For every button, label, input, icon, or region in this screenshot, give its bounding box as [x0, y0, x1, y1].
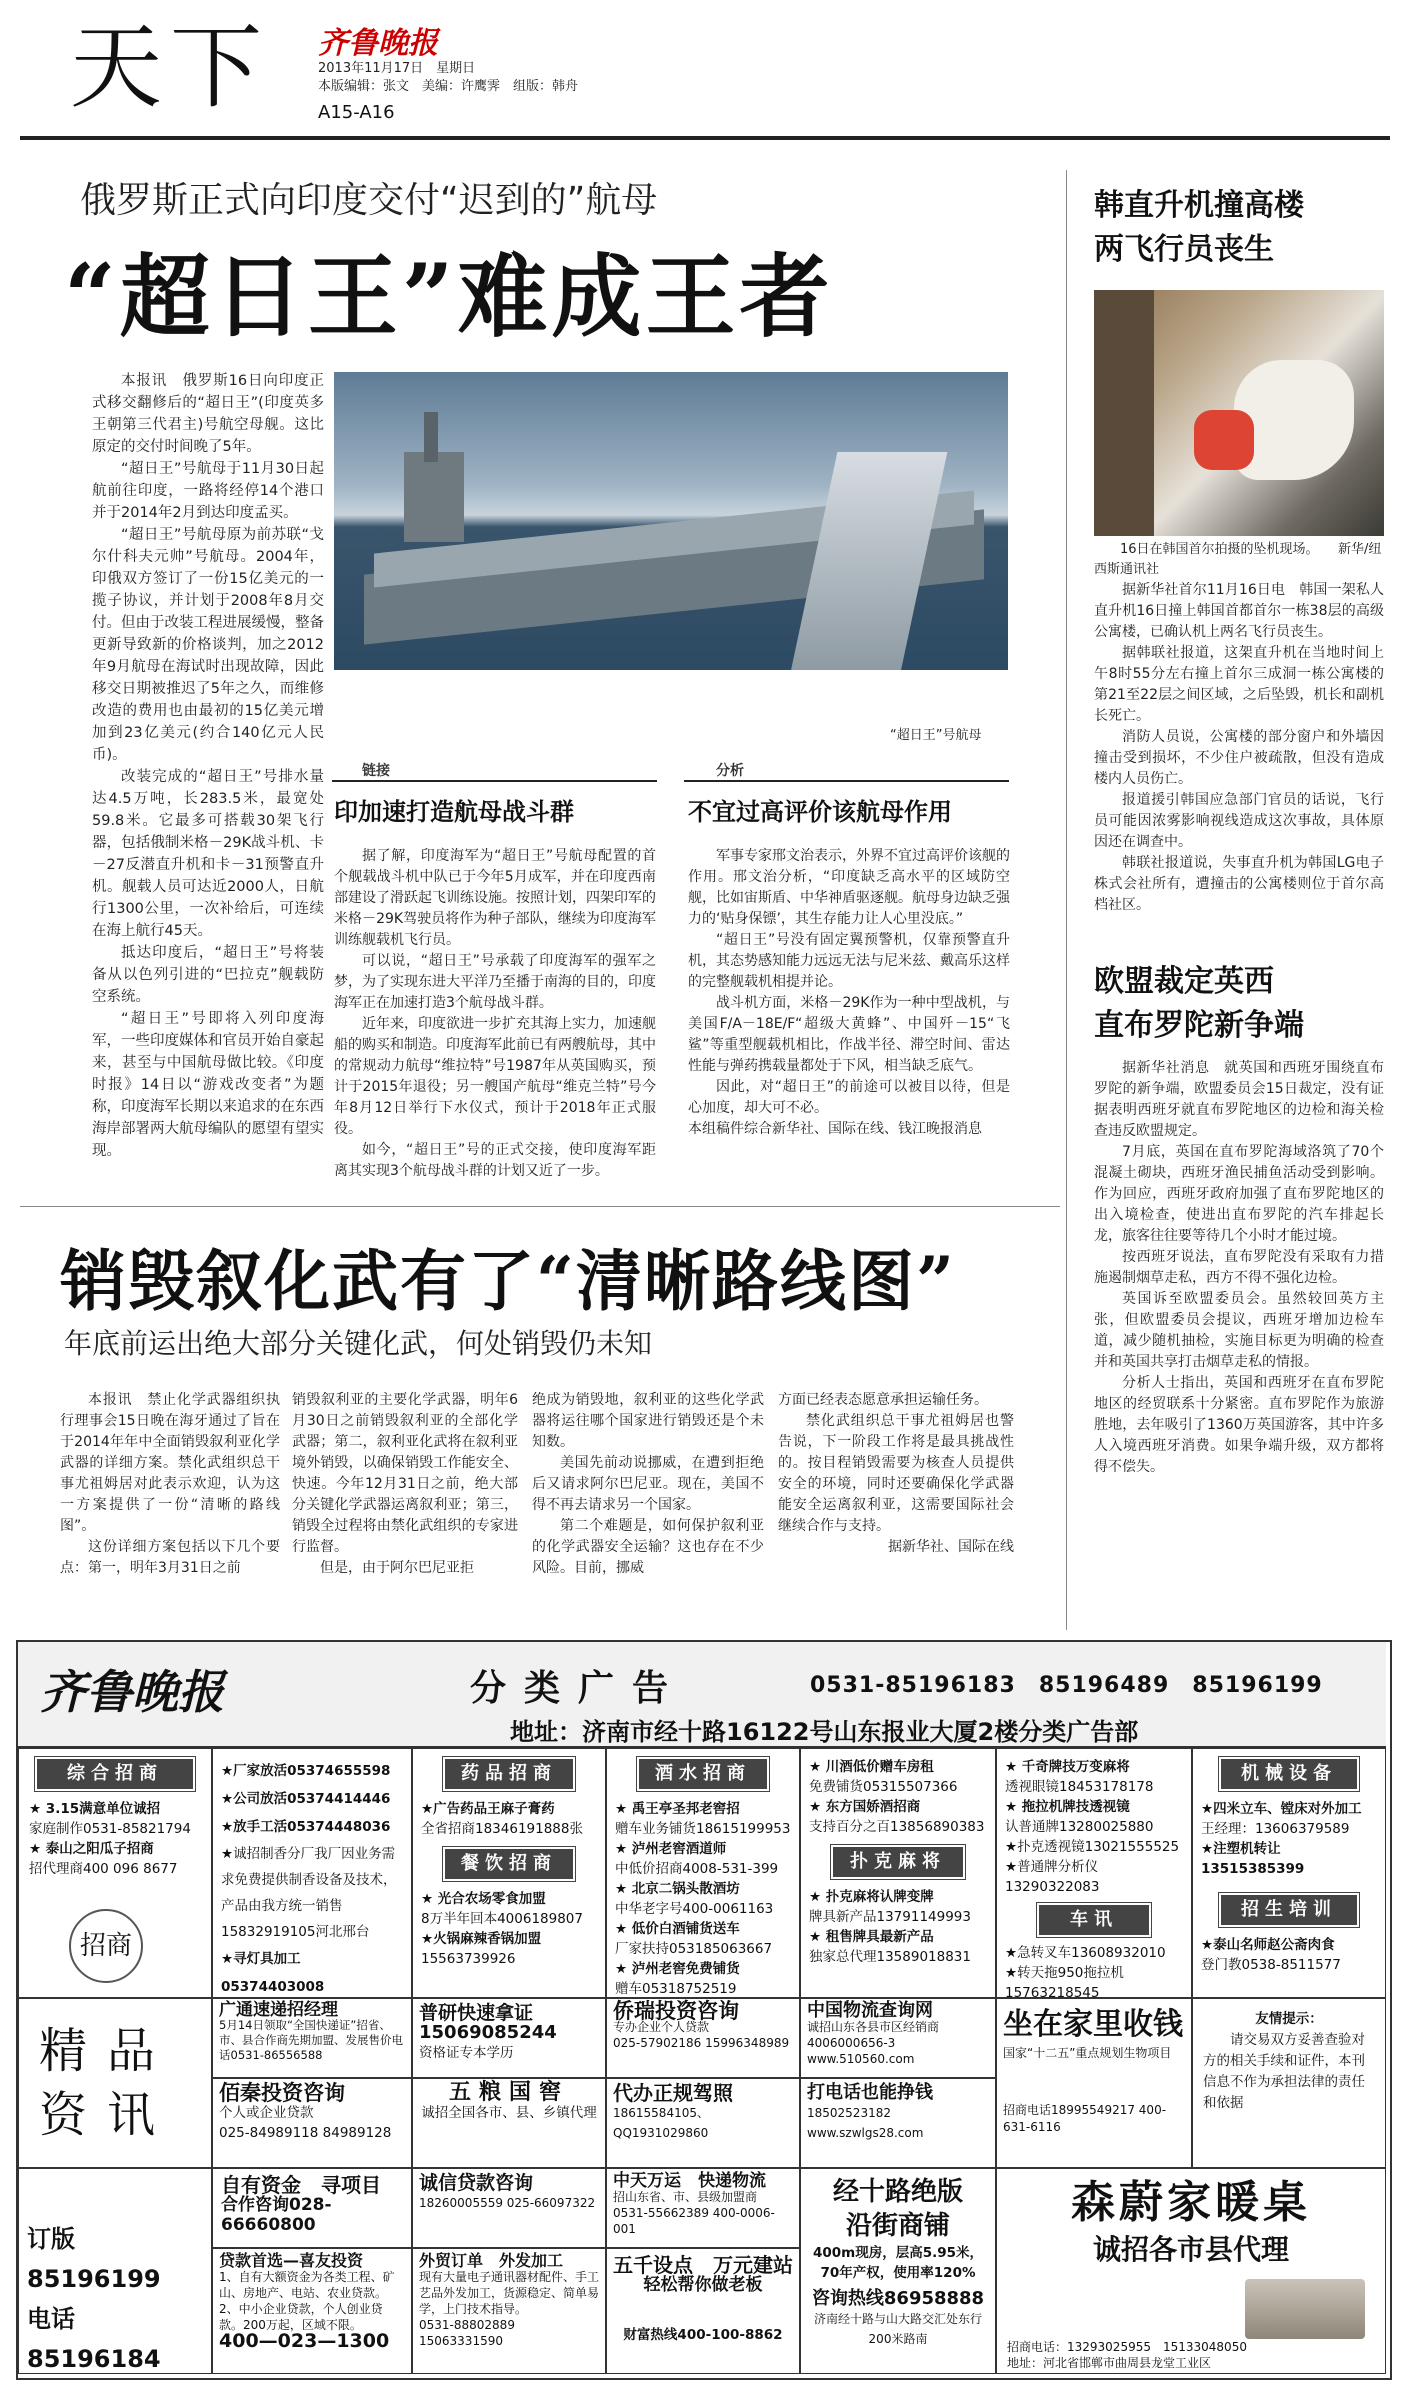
- para: 如今，“超日王”号的正式交接，使印度海军距离其实现3个航母战斗群的计划又近了一步。: [334, 1142, 656, 1179]
- lead-headline: “超日王”难成王者: [64, 244, 834, 350]
- ad-text: [801, 2169, 995, 2355]
- ad-line: 400m现房，层高5.95米，70年产权，使用率120%: [812, 2245, 984, 2281]
- para: 据新华社、国际在线: [888, 1539, 1014, 1555]
- para: 可以说，“超日王”号承载了印度海军的强军之梦，为了实现东进大平洋乃至播于南海的目的，印度海军正在加速打造3个航母战斗群。: [334, 953, 656, 1011]
- sidebar1-title: 印加速打造航母战斗群: [334, 798, 574, 826]
- ad-title: 中国物流查询网: [807, 2000, 933, 2021]
- ad-line: 国家“十二五”重点规划生物项目: [1003, 2046, 1172, 2060]
- ad-friendly-notice: [1192, 1998, 1386, 2168]
- ad-line: 招山东省、市、县级加盟商: [613, 2190, 758, 2204]
- sidebar-tag-link: 链接: [362, 763, 390, 779]
- ad-text: [607, 2249, 799, 2351]
- para: 禁化武组织总干事尤祖姆居也警告说，下一阶段工作将是最具挑战性的。按目程销毁需要为核查人员提供安全的环境，同时还要确保化学武器能安全运离叙利亚，这需要国际社会继续合作与支持。: [778, 1413, 1014, 1534]
- ad-line: ★火锅麻辣香锅加盟: [421, 1931, 542, 1947]
- ad-title: 中天万运 快递物流: [613, 2171, 766, 2191]
- ad-phone: 合作咨询028-66660800: [221, 2195, 332, 2235]
- ad-line: ★ 3.15满意单位诚招: [29, 1801, 161, 1817]
- ad-heater-table: [996, 2168, 1386, 2374]
- ad-line: ★厂家放活05374655598: [221, 1763, 391, 1779]
- para: 但是，由于阿尔巴尼亚拒: [320, 1560, 474, 1576]
- ad-title: 外贸订单 外发加工: [419, 2251, 564, 2270]
- ad-col-cards: [800, 1748, 996, 1998]
- ad-text: [607, 1999, 799, 2055]
- ad-home-income: [996, 1998, 1192, 2168]
- ad-line: 诚招全国各市、县、乡镇代理: [421, 2105, 597, 2121]
- ad-text: [413, 1999, 605, 2067]
- ad-address: 地址：河北省邯郸市曲周县龙堂工业区: [1007, 2356, 1212, 2370]
- jingpin-mark: 精品资讯: [39, 2023, 176, 2143]
- ad-line: 现有大量电子通讯器材配件、手工艺品外发加工，货源稳定、简单易学，上门技术指导。: [419, 2270, 600, 2316]
- ad-phone: 18502523182 www.szwlgs28.com: [807, 2106, 924, 2140]
- ad-title: 自有资金 寻项目: [221, 2173, 381, 2197]
- ad-title: 五粮国窖: [448, 2080, 569, 2105]
- ad-line: ★ 千奇牌技万变麻将: [1005, 1759, 1130, 1775]
- ad-line: ★四米立车、镗床对外加工: [1201, 1801, 1362, 1817]
- ad-text: [413, 2169, 605, 2217]
- ad-line: 支持百分之百13856890383: [809, 1819, 985, 1835]
- category-label: 机械设备: [1219, 1757, 1359, 1791]
- ad-text: [413, 1889, 605, 1969]
- ad-text: [213, 2249, 411, 2353]
- para: “超日王”号没有固定翼预警机，仅靠预警直升机，其态势感知能力远远无法与尼米兹、戴高乐这样的完整舰载机相提并论。: [688, 932, 1010, 990]
- para: “超日王”号航母于11月30日起航前往印度，一路将经停14个港口并于2014年2月到达印度孟买。: [92, 461, 324, 521]
- story3-col2: [292, 1390, 518, 1579]
- ad-phone: 咨询热线86958888: [811, 2288, 985, 2309]
- ad-foreign-trade: [412, 2248, 606, 2374]
- ad-text: [19, 2169, 211, 2379]
- ad-phone: 招商电话18995549217 400-631-6116: [1003, 2103, 1167, 2134]
- ad-line: ★ 扑克麻将认牌变牌: [809, 1889, 934, 1905]
- issue-meta: [318, 60, 578, 96]
- ad-text: [801, 1887, 995, 1967]
- right-story2-headline: [1094, 960, 1304, 1048]
- category-label: 餐饮招商: [443, 1847, 575, 1881]
- ad-puyan: [412, 1998, 606, 2078]
- sidebar2-body: [688, 846, 1010, 1140]
- ad-text: [1193, 1999, 1385, 2124]
- para: 本组稿件综合新华社、国际在线、钱江晚报消息: [688, 1121, 982, 1137]
- ad-phone: 025-57902186 15996348989: [613, 2036, 790, 2050]
- paper-logo: 齐鲁晚报: [318, 26, 438, 61]
- crash-photo: [1094, 290, 1384, 536]
- lead-kicker: 俄罗斯正式向印度交付“迟到的”航母: [80, 180, 658, 221]
- story3-col4: [778, 1390, 1014, 1558]
- ad-text: [413, 2249, 605, 2353]
- para: 绝成为销毁地，叙利亚的这些化学武器将运往哪个国家进行销毁还是个未知数。: [532, 1392, 764, 1450]
- para: “超日王”号即将入列印度海军，一些印度媒体和官员开始自豪起来，甚至与中国航母做比较。《印度时报》14日以“游戏改变者”为题称，印度海军长期以来追求的在东西海岸部署两大航母编队的愿望有望实现。: [92, 1011, 324, 1159]
- category-label: 车讯: [1037, 1903, 1151, 1937]
- ad-title: 坐在家里收钱: [1003, 2007, 1183, 2042]
- ad-text: [1193, 1935, 1385, 1975]
- carrier-photo: [334, 372, 1008, 670]
- category-label: 药品招商: [443, 1757, 575, 1791]
- para: 本报讯 俄罗斯16日向印度正式移交翻修后的“超日王”(印度英多王朝第三代君主)号航空母舰。这比原定的交付时间晚了5年。: [92, 373, 324, 455]
- ad-title: 广通速递招经理: [219, 2000, 338, 2020]
- para: 方面已经表态愿意承担运输任务。: [778, 1392, 988, 1408]
- ad-title: 五千设点 万元建站: [613, 2253, 793, 2277]
- ad-phone: 400—023—1300: [219, 2330, 390, 2352]
- ad-phone: 18615584105、QQ1931029860: [613, 2106, 709, 2140]
- ad-text: [607, 1799, 799, 1999]
- ad-line: ★转天拖950拖拉机: [1005, 1965, 1124, 1981]
- editors-line: 本版编辑：张文 美编：许鹰霁 组版：韩舟: [318, 79, 579, 94]
- ad-title: 侨瑞投资咨询: [613, 1999, 739, 2023]
- ad-col-workshop: [212, 1748, 412, 1998]
- ad-line: 15763218545: [1005, 1985, 1100, 2001]
- sidebar1-body: [334, 846, 656, 1182]
- ad-text: [801, 1999, 995, 2071]
- ad-line: ★ 川酒低价赠车房租: [809, 1759, 934, 1775]
- ad-title: 经十路绝版: [832, 2177, 963, 2207]
- ad-text: [413, 2079, 605, 2127]
- ad-line: 王经理：13606379589: [1201, 1821, 1350, 1837]
- ads-address: 地址：济南市经十路16122号山东报业大厦2楼分类广告部: [510, 1718, 1139, 1746]
- ad-title: 诚信贷款咨询: [419, 2172, 534, 2194]
- sidebar-rule: [684, 780, 1009, 782]
- ad-station: [606, 2248, 800, 2374]
- ad-line: 透视眼镜18453178178: [1005, 1779, 1154, 1795]
- ad-line: 个人或企业贷款: [219, 2105, 314, 2121]
- ad-line: 1、自有大额资金为各类工程、矿山、房地产、电站、农业贷款。2、中小企业贷款，个人创业贷款。200万起，区域不限。: [219, 2270, 395, 2332]
- ad-wuliang: [412, 2078, 606, 2168]
- sidebar-rule: [332, 780, 657, 782]
- category-label: 招生培训: [1219, 1893, 1359, 1927]
- category-label: 综合招商: [35, 1757, 195, 1791]
- ad-text: [801, 2079, 995, 2147]
- ads-phones: 0531-85196183 85196489 85196199: [810, 1673, 1323, 1698]
- ad-line: ★ 低价白酒铺货送车: [615, 1921, 740, 1937]
- photo-caption: “超日王”号航母: [890, 728, 982, 743]
- headline-line: 欧盟裁定英西: [1094, 964, 1274, 999]
- ad-line: 牌具新产品13791149993: [809, 1909, 971, 1925]
- para: 英国诉至欧盟委员会。虽然较回英方主张，但欧盟委员会提议，西班牙增加边检车道，减少随机抽检，实施目标更为明确的检查并和英国共享打击烟草走私的情报。: [1094, 1291, 1384, 1370]
- ad-text: [997, 2169, 1385, 2275]
- ad-line: 家庭制作0531-85821794: [29, 1821, 191, 1837]
- ad-title: 森蔚家暖桌: [1071, 2177, 1311, 2228]
- table-product-image: [1245, 2279, 1365, 2339]
- ad-baiqin: [212, 2078, 412, 2168]
- ad-line: 免费铺货05315507366: [809, 1779, 958, 1795]
- para: 据新华社首尔11月16日电 韩国一架私人直升机16日撞上韩国首都首尔一栋38层的高级公寓楼，已确认机上两名飞行员丧生。: [1094, 582, 1384, 640]
- ad-line: ★ 泸州老窖免费铺货: [615, 1961, 740, 1977]
- category-label: 酒水招商: [637, 1757, 769, 1791]
- ad-line: 资格证专本学历: [419, 2045, 514, 2061]
- ad-line: ★注塑机转让13515385399: [1201, 1841, 1305, 1877]
- ad-text: [413, 1799, 605, 1839]
- ad-own-funds: [212, 2168, 412, 2248]
- ads-section-title: 分类广告: [470, 1667, 687, 1709]
- ad-line: ★扑克透视镜13021555525: [1005, 1839, 1180, 1855]
- para: 分析人士指出，英国和西班牙在直布罗陀地区的经贸联系十分紧密。直布罗陀作为旅游胜地，去年吸引了1360万英国游客，其中许多人入境西班牙消费。如果争端升级，双方都将得不偿失。: [1094, 1375, 1384, 1475]
- section-rule: [20, 1206, 1060, 1207]
- contact-phone: 电话 85196184: [27, 2305, 161, 2373]
- ad-line: ★ 拖拉机牌技透视镜: [1005, 1799, 1130, 1815]
- ad-text: [19, 1799, 211, 1879]
- ad-col-liquor: [606, 1748, 800, 1998]
- ad-line: 招代理商400 096 8677: [29, 1861, 178, 1877]
- ad-line: 中华老字号400-0061163: [615, 1901, 774, 1917]
- page-numbers: A15-A16: [318, 102, 395, 123]
- para: 7月底，英国在直布罗陀海域洛筑了70个混凝土砌块，西班牙渔民捕鱼活动受到影响。作为回应，西班牙政府加强了直布罗陀地区的出入境检查，使进出直布罗陀的汽车排起长龙，旅客往往要等待几个小时才能过境。: [1094, 1144, 1384, 1244]
- para: 销毁叙利亚的主要化学武器，明年6月30日之前销毁叙利亚的全部化学武器；第二，叙利亚化武将在叙利亚境外销毁，以确保销毁工作能安全、快速。今年12月31日之前，绝大部分关键化学武器运离叙利亚；第三，销毁全过程将由禁化武组织的专家进行监督。: [292, 1392, 518, 1555]
- ad-text: [213, 2079, 411, 2147]
- para: 本报讯 禁止化学武器组织执行理事会15日晚在海牙通过了旨在于2014年年中全面销毁叙利亚化学武器的详细方案。禁化武组织总干事尤祖姆居对此表示欢迎，认为这一方案提供了一份“清晰的路线图”。: [60, 1392, 280, 1534]
- para: 这份详细方案包括以下几个要点：第一，明年3月31日之前: [60, 1539, 280, 1576]
- para: 按西班牙说法，直布罗陀没有采取有力措施遏制烟草走私，西方不得不强化边检。: [1094, 1249, 1384, 1286]
- para: 据韩联社报道，这架直升机在当地时间上午8时55分左右撞上首尔三成洞一栋公寓楼的第21至22层之间区域，之后坠毁，机长和副机长死亡。: [1094, 645, 1384, 724]
- story3-subhead: 年底前运出绝大部分关键化武，何处销毁仍未知: [64, 1327, 653, 1360]
- ad-col-mahjong-vehicles: [996, 1748, 1192, 2001]
- ad-address: 济南经十路与山大路交汇处东行200米路南: [813, 2312, 982, 2346]
- ad-zhongtian: [606, 2168, 800, 2248]
- headline-line: 韩直升机撞高楼: [1094, 188, 1304, 223]
- ad-line: ★急转叉车13608932010: [1005, 1945, 1166, 1961]
- recruit-stamp: 招商: [69, 1909, 143, 1983]
- ad-text: [801, 1749, 995, 1837]
- ad-line: 5月14日领取“全国快递证”招省、市、县合作商先期加盟、发展售价电话0531-86556588: [219, 2018, 403, 2062]
- ad-jingpin: [18, 1998, 212, 2168]
- ad-line: ★ 租售牌具最新产品: [809, 1929, 934, 1945]
- ad-line: 赠车业务铺货18615199953: [615, 1821, 791, 1837]
- para: 消防人员说，公寓楼的部分窗户和外墙因撞击受到损坏，不少住户被疏散，但没有造成楼内人员伤亡。: [1094, 729, 1384, 787]
- ad-line: ★诚招制香分厂我厂因业务需求免费提供制香设备及技术，产品由我方统一销售15832919105河北邢台: [221, 1846, 397, 1940]
- ad-text: [997, 1749, 1191, 1897]
- story3-headline: 销毁叙化武有了“清晰路线图”: [60, 1242, 956, 1320]
- para: 战斗机方面，米格－29K作为一种中型战机，与美国F/A－18E/F“超级大黄蜂”、中国歼－15“飞鲨”等重型舰载机相比，作战半径、滞空时间、雷达性能与弹药携载量都处于下风，相当缺乏底气。: [688, 995, 1010, 1074]
- ad-phone: 招商电话：13293025955 15133048050: [1007, 2340, 1247, 2354]
- headline-line: 直布罗陀新争端: [1094, 1008, 1304, 1043]
- para: “超日王”号航母原为前苏联“戈尔什科夫元帅”号航母。2004年，印俄双方签订了一份15亿美元的一揽子协议，并计划于2008年8月交付。但由于改装工程进展缓慢，整备更新导致新的价格谈判，加之2012年9月航母在海试时出现故障，因此移交日期被推迟了5年之久，而维修改造的费用也由最初的15亿美元增加到23亿美元(约合140亿元人民币)。: [92, 527, 324, 763]
- ad-line: ★寻灯具加工05374403008: [221, 1951, 325, 1995]
- para: 近年来，印度欲进一步扩充其海上实力，加速舰船的购买和制造。印度海军此前已有两艘航母，其中的常规动力航母“维拉特”号1987年从英国购买，预计于2015年退役；另一艘国产航母“维克兰特”号今年8月12日举行下水仪式，预计于2018年正式服役。: [334, 1016, 656, 1137]
- ad-phone: 0531-88802889 15063331590: [419, 2318, 515, 2348]
- ad-title: 友情提示：: [1255, 2011, 1323, 2027]
- lead-body-col1: [92, 370, 324, 1162]
- story3-col1: [60, 1390, 280, 1579]
- right-story2-body: [1094, 1058, 1384, 1478]
- para: 改装完成的“超日王”号排水量达4.5万吨，长283.5米，最宽处59.8米。它最多可搭载30架飞行器，包括俄制米格－29K战斗机、卡－27反潜直升机和卡－31预警直升机。舰载人员可达近2000人，日航行1300公里，一次补给后，可连续在海上航行45天。: [92, 769, 324, 939]
- ad-text: [213, 1749, 411, 2009]
- ad-col-general: [18, 1748, 212, 1998]
- ad-title: 普研快速拿证: [419, 2002, 534, 2024]
- ad-phone: 财富热线400-100-8862: [623, 2327, 783, 2343]
- ad-title: 贷款首选—喜友投资: [219, 2251, 364, 2270]
- ad-phone: 4006000656-3 www.510560.com: [807, 2036, 915, 2066]
- para: 韩联社报道说，失事直升机为韩国LG电子株式会社所有，遭撞击的公寓楼则位于首尔高档社区。: [1094, 855, 1384, 913]
- para: 因此，对“超日王”的前途可以被目以待，但是心加度，却大可不必。: [688, 1079, 1010, 1116]
- ad-line: ★ 光合农场零食加盟: [421, 1891, 546, 1907]
- ad-col-machinery: [1192, 1748, 1386, 1998]
- right-story1-headline: [1094, 184, 1304, 272]
- ad-text: [1007, 2339, 1247, 2371]
- top-rule: [20, 136, 1390, 140]
- ads-logo: 齐鲁晚报: [40, 1665, 224, 1719]
- para: 报道援引韩国应急部门官员的话说，飞行员可能因浓雾影响视线造成这次事故，具体原因还在调查中。: [1094, 792, 1384, 850]
- subscription-phone: 订版 85196199: [27, 2225, 161, 2293]
- ad-guangtong: [212, 1998, 412, 2078]
- ad-line: 诚招山东各县市区经销商: [807, 2020, 940, 2034]
- ad-text: [997, 1943, 1191, 2003]
- ad-text: [607, 2079, 799, 2147]
- ad-text: [607, 2169, 799, 2241]
- ad-line: 全省招商18346191888张: [421, 1821, 583, 1837]
- headline-line: 两飞行员丧生: [1094, 232, 1274, 267]
- ad-line: ★ 泰山之阳瓜子招商: [29, 1841, 154, 1857]
- ad-line: ★ 泸州老窖酒道师: [615, 1841, 727, 1857]
- section-title: 天下: [70, 14, 271, 121]
- ad-line: 15563739926: [421, 1951, 516, 1967]
- ad-text: [213, 1999, 411, 2067]
- ad-credit-loan: [412, 2168, 606, 2248]
- para: 抵达印度后，“超日王”号将装备从以色列引进的“巴拉克”舰载防空系统。: [92, 945, 324, 1005]
- ad-phone: 0531-55662389 400-0006-001: [613, 2206, 775, 2236]
- issue-date: 2013年11月17日 星期日: [318, 61, 476, 76]
- ad-xiyou-loan: [212, 2248, 412, 2374]
- ad-line: 中低价招商4008-531-399: [615, 1861, 779, 1877]
- ad-phone-earn: [800, 2078, 996, 2168]
- para: 第二个难题是，如何保护叙利亚的化学武器安全运输？这也存在不少风险。目前，挪威: [532, 1518, 764, 1576]
- sidebar-tag-analysis: 分析: [716, 763, 744, 779]
- ad-line: 厂家扶持053185063667: [615, 1941, 773, 1957]
- ad-title: 轻松帮你做老板: [643, 2275, 763, 2295]
- ad-shop: [800, 2168, 996, 2374]
- ad-text: [1193, 1799, 1385, 1879]
- ad-line: 独家总代理13589018831: [809, 1949, 971, 1965]
- ad-line: ★ 东方国娇酒招商: [809, 1799, 921, 1815]
- ad-qiaorui: [606, 1998, 800, 2078]
- ad-line: ★ 禹王亭圣邦老窖招: [615, 1801, 740, 1817]
- ad-title: 沿街商铺: [845, 2211, 950, 2241]
- ad-line: ★广告药品王麻子膏药: [421, 1801, 555, 1817]
- sidebar2-title: 不宜过高评价该航母作用: [688, 798, 952, 826]
- ad-title: 代办正规驾照: [613, 2081, 733, 2105]
- ad-line: 专办企业个人贷款: [613, 2020, 710, 2034]
- para: 军事专家邢文治表示，外界不宜过高评价该舰的作用。邢文治分析，“印度缺乏高水平的区域防空舰，比如宙斯盾、中华神盾驱逐舰。航母身边缺乏强力的‘贴身保镖’，其生存能力让人心里没底。”: [688, 848, 1010, 927]
- right-story1-body: [1094, 580, 1384, 916]
- category-label: 扑克麻将: [831, 1845, 965, 1879]
- ad-line: 赠车05318752519: [615, 1981, 737, 1997]
- para: 据了解，印度海军为“超日王”号航母配置的首个舰载战斗机中队已于今年5月成军，并在印度西南部建设了滑跃起飞训练设施。按照计划，四架印军的米格－29K驾驶员将作为种子部队，继续为印度海军训练舰载机飞行员。: [334, 848, 656, 948]
- column-divider: [1066, 170, 1067, 1630]
- ad-phone: 15069085244: [419, 2022, 557, 2043]
- ad-line: 认普通牌13280025880: [1005, 1819, 1154, 1835]
- ad-title: 佰秦投资咨询: [219, 2081, 345, 2105]
- story3-col3: [532, 1390, 764, 1579]
- ad-subscribe: [18, 2168, 212, 2374]
- ad-line: ★公司放活05374414446: [221, 1791, 391, 1807]
- crash-caption: 16日在韩国首尔拍摄的坠机现场。 新华/纽西斯通讯社: [1094, 542, 1382, 577]
- ad-col-pharma-food: [412, 1748, 606, 1998]
- ad-text: [997, 1999, 1191, 2142]
- ad-phone: 025-84989118 84989128: [219, 2125, 392, 2141]
- ad-line: ★放手工活05374448036: [221, 1819, 391, 1835]
- ad-line: 登门教0538-8511577: [1201, 1957, 1341, 1973]
- ad-line: 请交易双方妥善查验对方的相关手续和证件，本刊信息不作为承担法律的责任和依据: [1203, 2032, 1365, 2111]
- ad-title: 打电话也能挣钱: [807, 2082, 933, 2103]
- ad-line: ★普通牌分析仪13290322083: [1005, 1859, 1100, 1895]
- ad-line: ★泰山名师赵公斋肉食: [1201, 1937, 1335, 1953]
- ad-text: [213, 2169, 411, 2241]
- ad-logistics: [800, 1998, 996, 2078]
- ad-license: [606, 2078, 800, 2168]
- para: 美国先前动说挪威，在遭到拒绝后又请求阿尔巴尼亚。现在，美国不得不再去请求另一个国家。: [532, 1455, 764, 1513]
- ad-title: 诚招各市县代理: [1092, 2233, 1289, 2266]
- ad-line: 8万半年回本4006189807: [421, 1911, 583, 1927]
- para: 据新华社消息 就英国和西班牙围绕直布罗陀的新争端，欧盟委员会15日裁定，没有证据表明西班牙就直布罗陀地区的边检和海关检查违反欧盟规定。: [1094, 1060, 1384, 1139]
- ad-phone: 18260005559 025-66097322: [419, 2196, 596, 2210]
- ad-line: ★ 北京二锅头散酒坊: [615, 1881, 740, 1897]
